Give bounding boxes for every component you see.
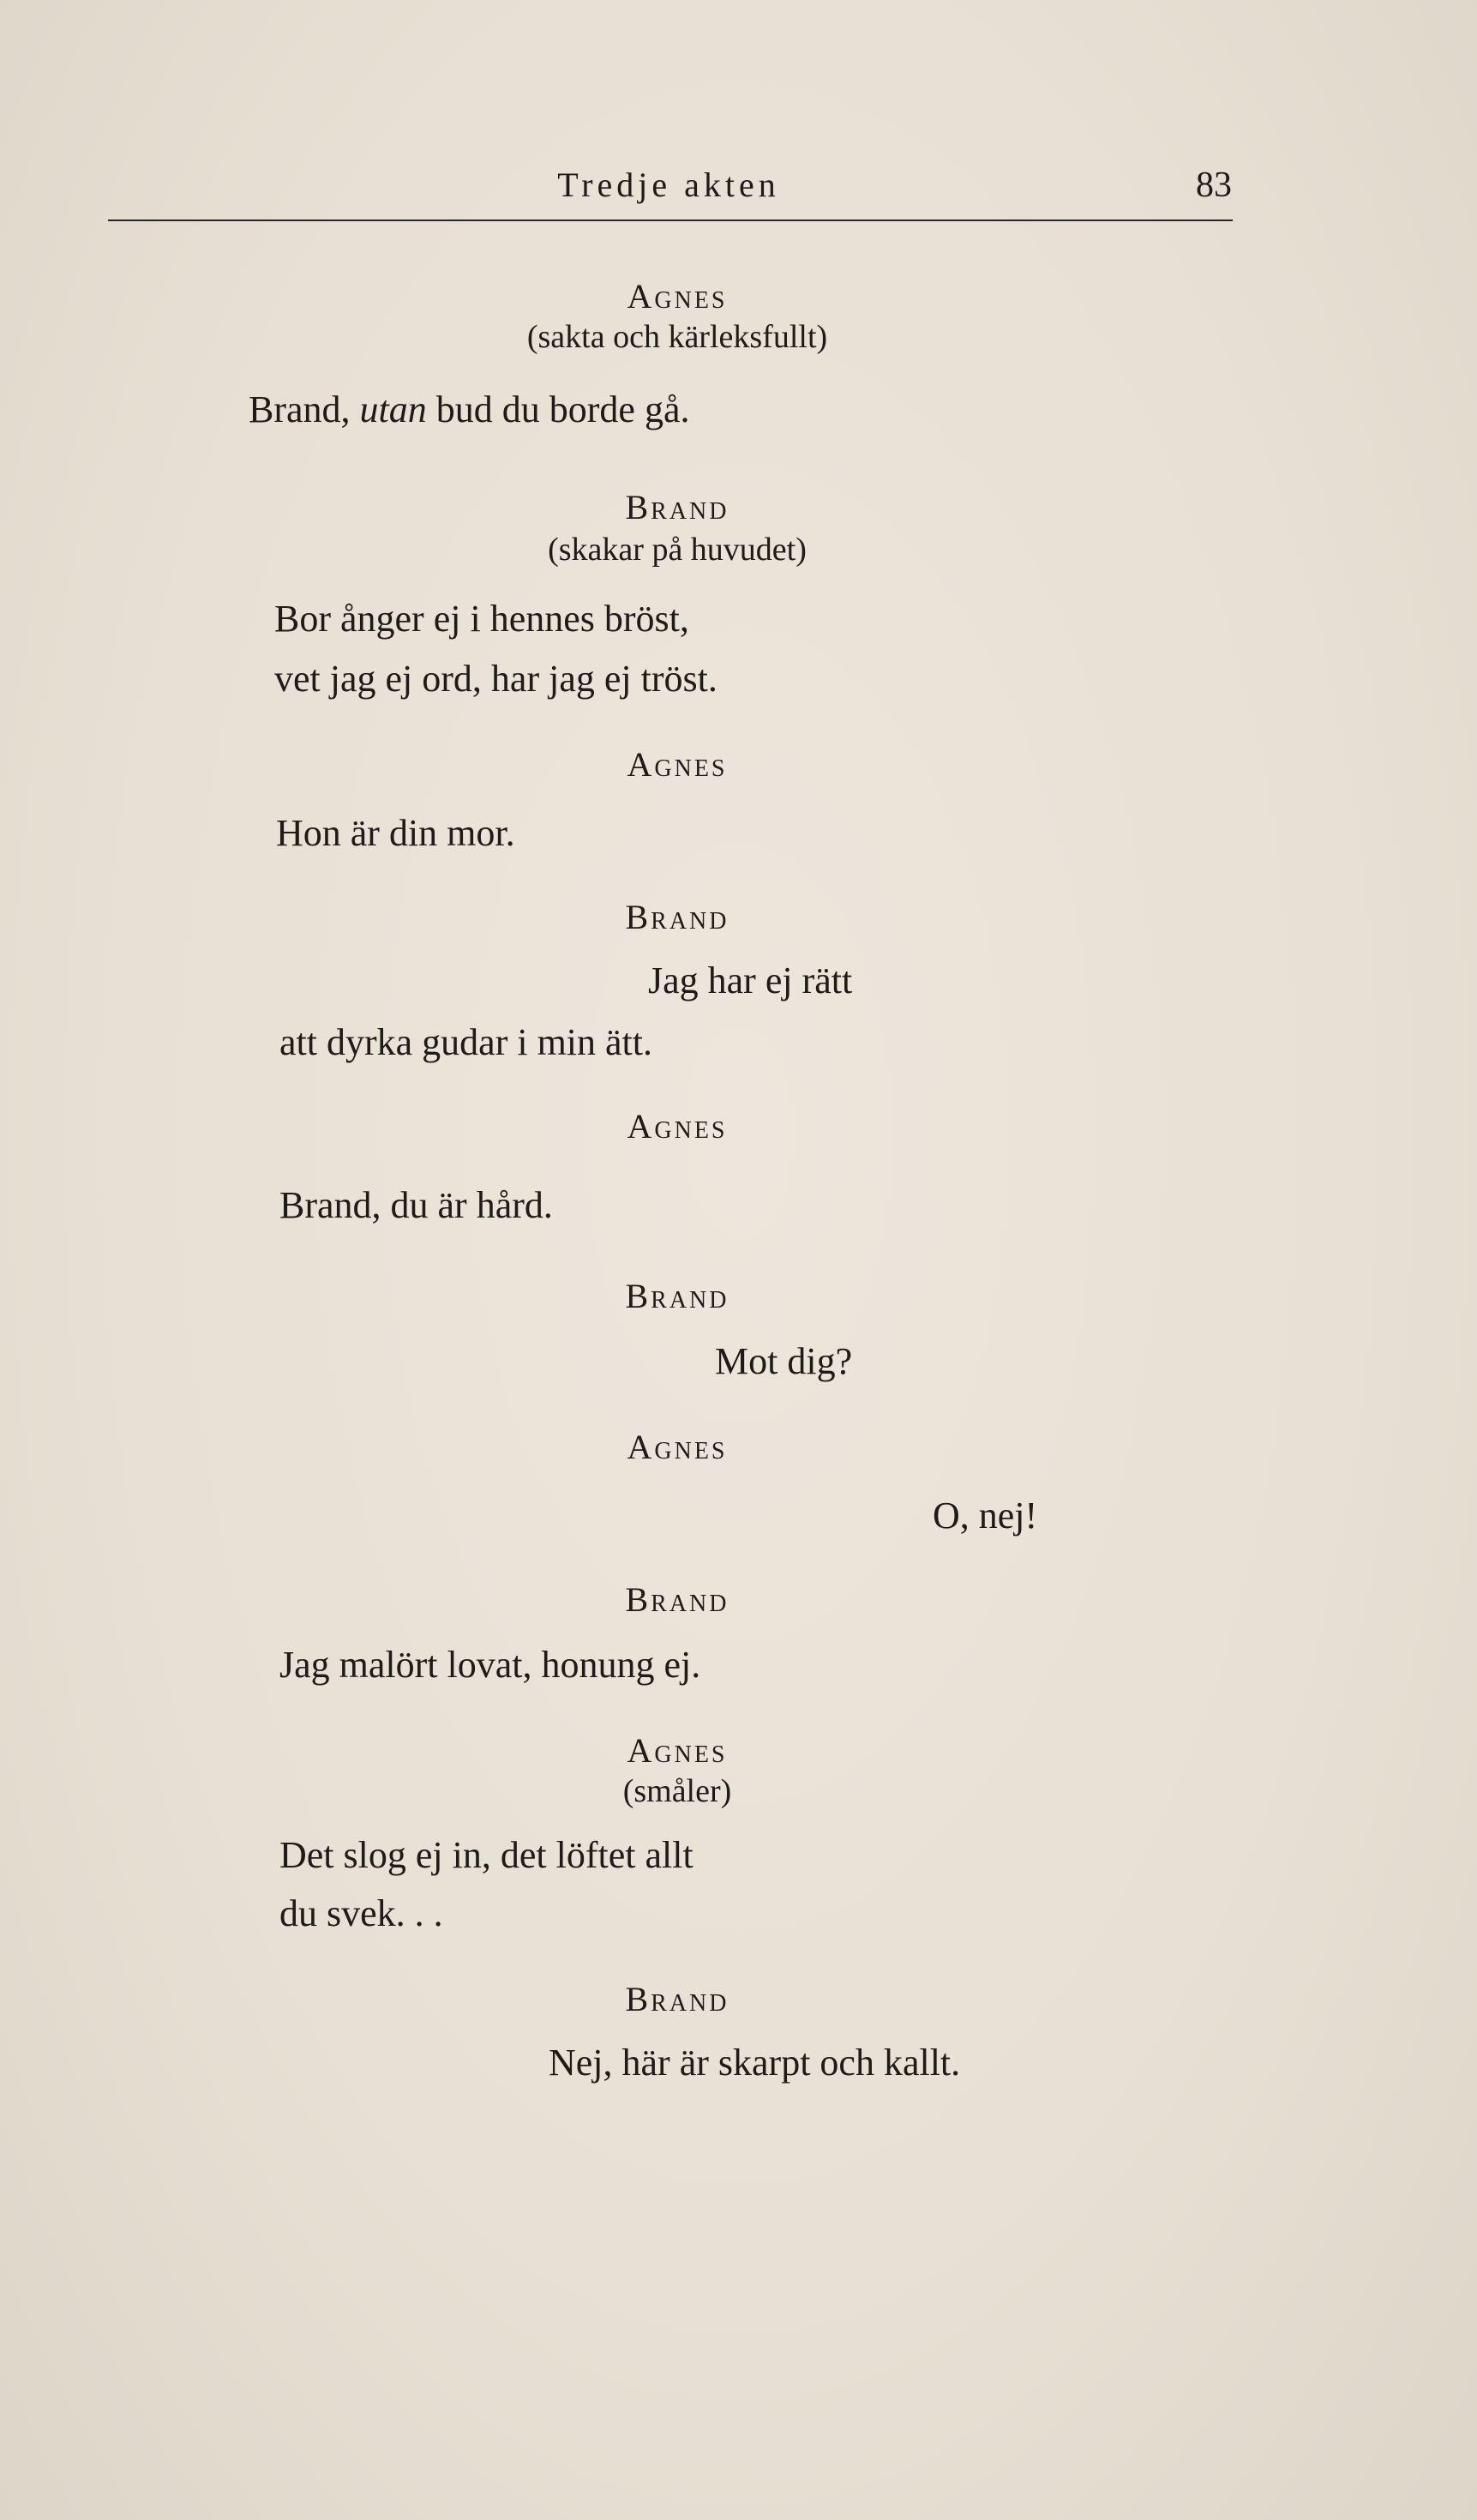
verse-line: Det slog ej in, det löftet allt bbox=[279, 1834, 693, 1876]
verse-line: Bor ånger ej i hennes bröst, bbox=[274, 598, 689, 640]
verse-line: O, nej! bbox=[933, 1495, 1038, 1537]
verse-line: Hon är din mor. bbox=[276, 812, 515, 854]
page-number: 83 bbox=[1196, 165, 1232, 205]
stage-direction: (småler) bbox=[622, 1773, 732, 1809]
verse-text: bud du borde gå. bbox=[426, 388, 690, 430]
verse-line: Brand, du är hård. bbox=[279, 1184, 553, 1226]
verse-emphasis: utan bbox=[359, 388, 427, 430]
speaker-name: Brand bbox=[625, 1980, 729, 2018]
speaker-name: Brand bbox=[625, 1277, 729, 1315]
verse-line: Nej, här är skarpt och kallt. bbox=[549, 2042, 961, 2084]
speaker-name: Agnes bbox=[627, 277, 728, 316]
header-rule bbox=[108, 220, 1233, 221]
verse-text: Brand, bbox=[249, 388, 360, 430]
stage-direction: (sakta och kärleksfullt) bbox=[526, 319, 828, 355]
running-title: Tredje akten bbox=[557, 165, 780, 204]
verse-line: Mot dig? bbox=[715, 1340, 853, 1382]
speaker-name: Agnes bbox=[627, 1731, 728, 1770]
verse-line: Jag har ej rätt bbox=[648, 959, 853, 1001]
verse-line: du svek. . . bbox=[279, 1892, 443, 1934]
stage-direction: (skakar på huvudet) bbox=[548, 532, 807, 568]
verse-line: Jag malört lovat, honung ej. bbox=[279, 1644, 701, 1686]
verse-line: att dyrka gudar i min ätt. bbox=[279, 1021, 652, 1063]
verse-line: vet jag ej ord, har jag ej tröst. bbox=[274, 658, 717, 700]
speaker-name: Agnes bbox=[627, 1428, 728, 1466]
speaker-name: Brand bbox=[625, 898, 729, 936]
verse-line bbox=[249, 388, 690, 430]
speaker-name: Agnes bbox=[627, 1107, 728, 1146]
speaker-name: Brand bbox=[625, 488, 729, 526]
speaker-name: Brand bbox=[625, 1580, 729, 1619]
speaker-name: Agnes bbox=[627, 745, 728, 784]
